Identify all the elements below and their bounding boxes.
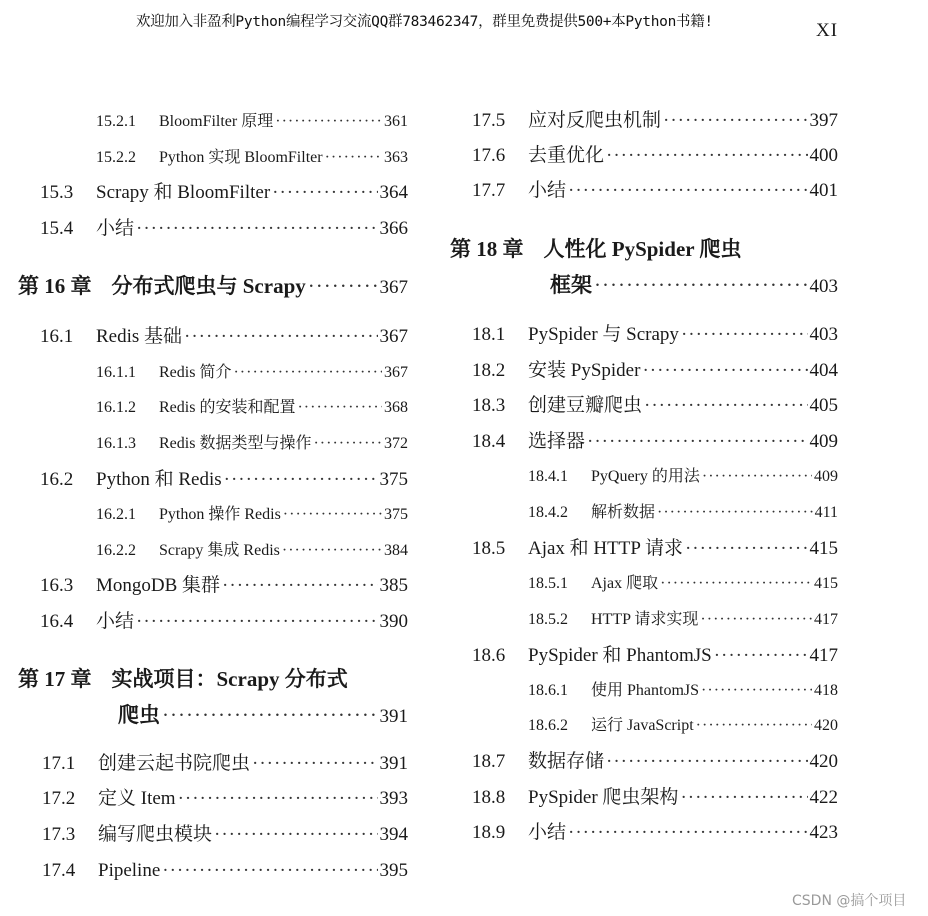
toc-entry[interactable] [472, 430, 838, 454]
toc-number: 18.1 [472, 324, 506, 345]
toc-title: PyQuery 的用法 [591, 468, 700, 485]
leader-dots [642, 359, 807, 383]
toc-entry[interactable] [528, 465, 838, 489]
toc-number: 18.4.2 [528, 504, 568, 521]
toc-page: 361 [384, 113, 408, 130]
toc-page: 415 [814, 575, 838, 592]
leader-dots [297, 396, 382, 420]
chapter-number: 第 16 章 [18, 274, 92, 298]
toc-page: 367 [384, 364, 408, 381]
leader-dots [283, 503, 382, 527]
toc-title: 数据存储 [528, 751, 605, 772]
toc-page: 411 [814, 504, 838, 521]
chapter-number: 第 17 章 [18, 667, 92, 691]
toc-entry[interactable] [472, 109, 838, 133]
toc-title: MongoDB 集群 [96, 575, 221, 596]
toc-entry[interactable] [96, 361, 408, 385]
leader-dots [644, 394, 807, 418]
toc-page: 394 [379, 824, 408, 845]
leader-dots [568, 179, 807, 203]
leader-dots [702, 465, 812, 489]
chapter-title-continued: 框架 [550, 273, 592, 297]
toc-entry[interactable] [96, 503, 408, 527]
toc-page: 401 [809, 180, 838, 201]
leader-dots [136, 610, 377, 634]
toc-page: 420 [809, 751, 838, 772]
toc-title: 定义 Item [98, 788, 176, 809]
toc-page: 395 [379, 860, 408, 881]
toc-entry[interactable] [472, 359, 838, 383]
toc-title: Python 操作 Redis [159, 506, 281, 523]
toc-entry[interactable] [40, 181, 408, 205]
toc-title: Python 实现 BloomFilter [159, 149, 323, 166]
toc-title: 安装 PySpider [528, 360, 641, 381]
toc-entry[interactable] [472, 394, 838, 418]
toc-page: 420 [814, 717, 838, 734]
chapter-heading-continued[interactable] [550, 271, 838, 299]
toc-entry[interactable] [472, 179, 838, 203]
toc-page: 400 [809, 145, 838, 166]
toc-number: 18.5.1 [528, 575, 568, 592]
leader-dots [184, 325, 377, 349]
toc-page: 367 [379, 277, 408, 298]
toc-number: 16.1.1 [96, 364, 136, 381]
toc-title: Redis 简介 [159, 364, 232, 381]
leader-dots [606, 750, 807, 774]
toc-entry[interactable] [96, 146, 408, 170]
toc-page: 391 [379, 706, 408, 727]
toc-number: 18.8 [472, 787, 506, 808]
leader-dots [685, 537, 808, 561]
toc-title: 创建云起书院爬虫 [98, 753, 251, 774]
toc-title: 小结 [528, 822, 567, 843]
toc-number: 16.1.2 [96, 399, 136, 416]
toc-number: 16.2.2 [96, 542, 136, 559]
leader-dots [233, 361, 382, 385]
toc-page: 397 [809, 110, 838, 131]
toc-number: 18.4 [472, 431, 506, 452]
leader-dots [587, 430, 807, 454]
toc-number: 17.2 [42, 788, 76, 809]
toc-page: 368 [384, 399, 408, 416]
toc-page: 385 [379, 575, 408, 596]
toc-title: PySpider 爬虫架构 [528, 787, 679, 808]
toc-title: 创建豆瓣爬虫 [528, 395, 643, 416]
toc-entry[interactable] [40, 574, 408, 598]
toc-entry[interactable] [96, 396, 408, 420]
toc-page: 384 [384, 542, 408, 559]
toc-page: 363 [384, 149, 408, 166]
toc-number: 16.2 [40, 469, 74, 490]
toc-number: 15.2.2 [96, 149, 136, 166]
toc-title: 选择器 [528, 431, 586, 452]
leader-dots [660, 572, 812, 596]
toc-entry[interactable] [96, 110, 408, 134]
leader-dots [663, 109, 807, 133]
toc-page: 404 [809, 360, 838, 381]
toc-number: 17.4 [42, 860, 76, 881]
toc-page: 409 [814, 468, 838, 485]
toc-number: 15.4 [40, 218, 74, 239]
toc-page: 372 [384, 435, 408, 452]
leader-dots [214, 823, 377, 847]
toc-entry[interactable] [472, 323, 838, 347]
toc-entry[interactable] [96, 539, 408, 563]
toc-title: Redis 数据类型与操作 [159, 435, 312, 452]
toc-title: Ajax 爬取 [591, 575, 659, 592]
toc-entry[interactable] [472, 750, 838, 774]
toc-entry[interactable] [40, 468, 408, 492]
toc-page: 364 [379, 182, 408, 203]
toc-page: 415 [809, 538, 838, 559]
toc-title: 运行 JavaScript [591, 717, 694, 734]
toc-title: Python 和 Redis [96, 469, 222, 490]
toc-number: 15.3 [40, 182, 74, 203]
toc-entry[interactable] [528, 501, 838, 525]
toc-title: 小结 [96, 611, 135, 632]
toc-entry[interactable] [472, 786, 838, 810]
toc-title: Scrapy 集成 Redis [159, 542, 280, 559]
toc-title: 使用 PhantomJS [591, 682, 700, 699]
toc-number: 17.7 [472, 180, 506, 201]
toc-number: 18.6.2 [528, 717, 568, 734]
toc-number: 17.1 [42, 753, 76, 774]
toc-title: 小结 [528, 180, 567, 201]
leader-dots [606, 144, 807, 168]
toc-page: 418 [814, 682, 838, 699]
csdn-watermark: CSDN @搞个项目 [792, 893, 907, 909]
leader-dots [222, 574, 377, 598]
leader-dots [681, 323, 808, 347]
toc-number: 17.6 [472, 145, 506, 166]
toc-entry[interactable] [528, 679, 838, 703]
leader-dots [325, 146, 382, 170]
toc-title: Scrapy 和 BloomFilter [96, 182, 271, 203]
toc-title: HTTP 请求实现 [591, 611, 699, 628]
chapter-heading[interactable] [18, 665, 408, 693]
toc-title: 解析数据 [591, 504, 656, 521]
leader-dots [313, 432, 382, 456]
toc-number: 16.1 [40, 326, 74, 347]
toc-entry[interactable] [40, 325, 408, 349]
toc-number: 18.3 [472, 395, 506, 416]
toc-entry[interactable] [42, 752, 408, 776]
leader-dots [568, 821, 807, 845]
toc-number: 16.3 [40, 575, 74, 596]
toc-title: Redis 的安装和配置 [159, 399, 296, 416]
toc-entry[interactable] [40, 610, 408, 634]
toc-page: 417 [814, 611, 838, 628]
leader-dots [282, 539, 382, 563]
leader-dots [657, 501, 813, 525]
toc-entry[interactable] [528, 714, 838, 738]
leader-dots [136, 217, 377, 241]
toc-title: 编写爬虫模块 [98, 824, 213, 845]
toc-entry[interactable] [472, 144, 838, 168]
chapter-number: 第 18 章 [450, 237, 524, 261]
toc-title: Ajax 和 HTTP 请求 [528, 538, 683, 559]
toc-page: 391 [379, 753, 408, 774]
promo-banner: 欢迎加入非盈利Python编程学习交流QQ群783462347，群里免费提供500+本Python书籍! [136, 14, 713, 30]
leader-dots [696, 714, 812, 738]
leader-dots [275, 110, 382, 134]
leader-dots [594, 271, 808, 299]
toc-number: 16.2.1 [96, 506, 136, 523]
chapter-title: 实战项目：Scrapy 分布式 [111, 667, 348, 691]
toc-page: 375 [384, 506, 408, 523]
toc-number: 18.5 [472, 538, 506, 559]
chapter-heading[interactable] [18, 272, 408, 300]
toc-number: 17.3 [42, 824, 76, 845]
toc-number: 18.6 [472, 645, 506, 666]
toc-entry[interactable] [42, 859, 408, 883]
toc-number: 16.4 [40, 611, 74, 632]
toc-title: PySpider 与 Scrapy [528, 324, 679, 345]
toc-number: 18.2 [472, 360, 506, 381]
toc-entry[interactable] [472, 821, 838, 845]
leader-dots [178, 787, 378, 811]
chapter-heading[interactable] [450, 235, 838, 263]
leader-dots [162, 701, 378, 729]
toc-entry[interactable] [528, 572, 838, 596]
toc-title: 小结 [96, 218, 135, 239]
chapter-title-continued: 爬虫 [118, 703, 160, 727]
toc-page: 409 [809, 431, 838, 452]
toc-number: 18.6.1 [528, 682, 568, 699]
toc-number: 18.5.2 [528, 611, 568, 628]
toc-page: 367 [379, 326, 408, 347]
toc-page: 417 [809, 645, 838, 666]
toc-number: 16.1.3 [96, 435, 136, 452]
toc-page: 375 [379, 469, 408, 490]
toc-page: 405 [809, 395, 838, 416]
toc-page: 366 [379, 218, 408, 239]
toc-number: 17.5 [472, 110, 506, 131]
toc-title: Redis 基础 [96, 326, 183, 347]
toc-title: BloomFilter 原理 [159, 113, 274, 130]
toc-entry[interactable] [472, 537, 838, 561]
leader-dots [680, 786, 807, 810]
toc-entry[interactable] [42, 823, 408, 847]
toc-title: PySpider 和 PhantomJS [528, 645, 712, 666]
leader-dots [714, 644, 808, 668]
toc-number: 18.7 [472, 751, 506, 772]
leader-dots [308, 272, 378, 300]
toc-entry[interactable] [40, 217, 408, 241]
leader-dots [700, 608, 812, 632]
leader-dots [701, 679, 812, 703]
leader-dots [272, 181, 377, 205]
page-number: XI [816, 20, 839, 41]
toc-page: 390 [379, 611, 408, 632]
leader-dots [162, 859, 377, 883]
toc-page: 403 [809, 324, 838, 345]
toc-entry[interactable] [528, 608, 838, 632]
leader-dots [252, 752, 377, 776]
chapter-title: 人性化 PySpider 爬虫 [543, 237, 742, 261]
toc-title: 应对反爬虫机制 [528, 110, 662, 131]
chapter-heading-continued[interactable] [118, 701, 408, 729]
toc-number: 18.9 [472, 822, 506, 843]
toc-number: 15.2.1 [96, 113, 136, 130]
toc-page: 423 [809, 822, 838, 843]
toc-page: 393 [379, 788, 408, 809]
toc-page: 422 [809, 787, 838, 808]
leader-dots [224, 468, 378, 492]
toc-number: 18.4.1 [528, 468, 568, 485]
toc-entry[interactable] [42, 787, 408, 811]
toc-entry[interactable] [96, 432, 408, 456]
chapter-title: 分布式爬虫与 Scrapy [111, 274, 306, 298]
toc-page: 403 [809, 276, 838, 297]
toc-title: Pipeline [98, 860, 161, 881]
toc-title: 去重优化 [528, 145, 605, 166]
toc-entry[interactable] [472, 644, 838, 668]
